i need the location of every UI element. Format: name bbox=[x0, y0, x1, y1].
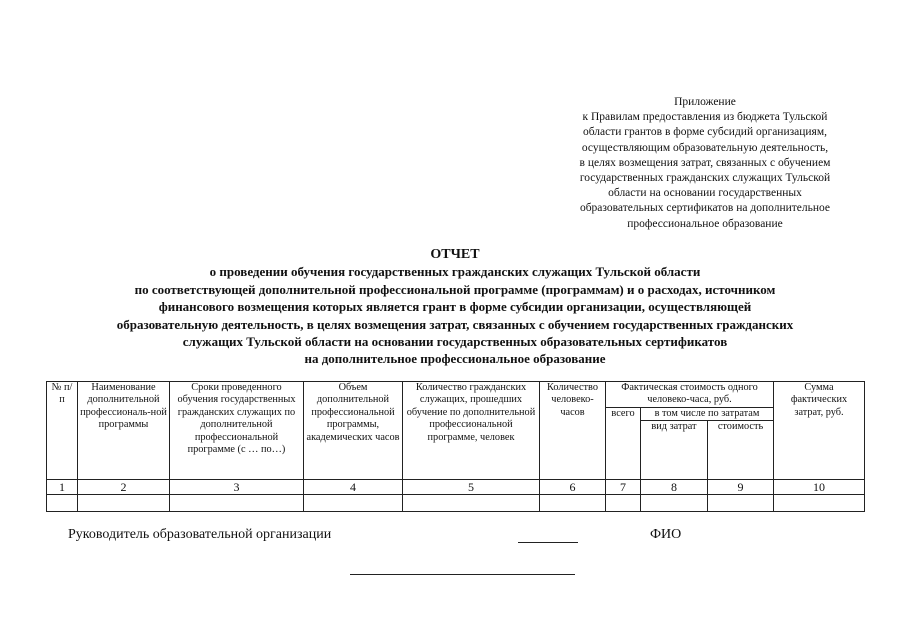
title-line: образовательную деятельность, в целях возмещения затрат, связанных с обучением государственных гражданских bbox=[116, 316, 794, 332]
header-cost-type: вид затрат bbox=[641, 421, 708, 480]
column-number: 3 bbox=[170, 480, 304, 495]
table-cell bbox=[170, 495, 304, 512]
table-cell bbox=[540, 495, 606, 512]
title-line: о проведении обучения государственных гражданских служащих Тульской области bbox=[209, 264, 701, 280]
header-total: всего bbox=[606, 407, 641, 479]
appendix-line: области грантов в форме субсидий организациям, bbox=[582, 126, 828, 139]
table-cell bbox=[47, 495, 78, 512]
appendix-line: государственных гражданских служащих Тульской bbox=[579, 172, 831, 185]
table-cell bbox=[774, 495, 865, 512]
appendix-line: в целях возмещения затрат, связанных с обучением bbox=[579, 156, 831, 169]
column-number-row bbox=[47, 480, 865, 495]
column-number: 8 bbox=[641, 480, 708, 495]
header-count: Количество гражданских служащих, прошедших обучение по дополнительной профессиональной программе, человек bbox=[403, 382, 540, 480]
appendix-line: области на основании государственных bbox=[608, 187, 802, 200]
appendix-line: к Правилам предоставления из бюджета Тульской bbox=[582, 111, 828, 124]
header-terms: Сроки проведенного обучения государственных гражданских служащих по дополнительной профессиональной программе (с … по…) bbox=[170, 382, 304, 480]
header-sum: Сумма фактических затрат, руб. bbox=[774, 382, 865, 480]
appendix-line: Приложение bbox=[674, 96, 736, 108]
table-cell bbox=[708, 495, 774, 512]
column-number: 5 bbox=[403, 480, 540, 495]
bottom-line bbox=[350, 574, 575, 575]
table-cell bbox=[304, 495, 403, 512]
title-line: на дополнительное профессиональное образование bbox=[304, 351, 606, 367]
header-volume: Объем дополнительной профессиональной программы, академических часов bbox=[304, 382, 403, 480]
appendix-line: осуществляющим образовательную деятельность, bbox=[581, 141, 829, 154]
signature-line bbox=[518, 542, 578, 543]
column-number: 10 bbox=[774, 480, 865, 495]
table-cell bbox=[606, 495, 641, 512]
header-program: Наименование дополнительной профессиональ-ной программы bbox=[78, 382, 170, 480]
header-cost-value: стоимость bbox=[708, 421, 774, 480]
column-number: 4 bbox=[304, 480, 403, 495]
column-number: 7 bbox=[606, 480, 641, 495]
column-number: 1 bbox=[47, 480, 78, 495]
fio-label: ФИО bbox=[650, 527, 682, 542]
title-line: финансового возмещения которых является грант в форме субсидии организации, осуществляющей bbox=[158, 299, 752, 315]
table-row bbox=[47, 495, 865, 512]
column-number: 9 bbox=[708, 480, 774, 495]
appendix-line: образовательных сертификатов на дополнительное bbox=[579, 202, 831, 215]
title-line: служащих Тульской области на основании государственных образовательных сертификатов bbox=[182, 334, 728, 350]
table-cell bbox=[403, 495, 540, 512]
report-title bbox=[40, 246, 870, 368]
header-person-hours: Количество человеко-часов bbox=[540, 382, 606, 480]
table-cell bbox=[641, 495, 708, 512]
appendix-line: профессиональное образование bbox=[627, 217, 783, 230]
column-number: 6 bbox=[540, 480, 606, 495]
header-incl: в том числе по затратам bbox=[641, 407, 774, 420]
title-line: по соответствующей дополнительной профессиональной программе (программам) и о расходах, источником bbox=[134, 281, 776, 297]
report-table bbox=[46, 381, 865, 512]
table-cell bbox=[78, 495, 170, 512]
header-actual-cost: Фактическая стоимость одного человеко-часа, руб. bbox=[606, 382, 774, 408]
appendix-block bbox=[540, 95, 870, 232]
report-heading: ОТЧЕТ bbox=[430, 247, 480, 262]
header-num: № п/п bbox=[47, 382, 78, 480]
head-of-organization-label: Руководитель образовательной организации bbox=[68, 527, 332, 542]
column-number: 2 bbox=[78, 480, 170, 495]
